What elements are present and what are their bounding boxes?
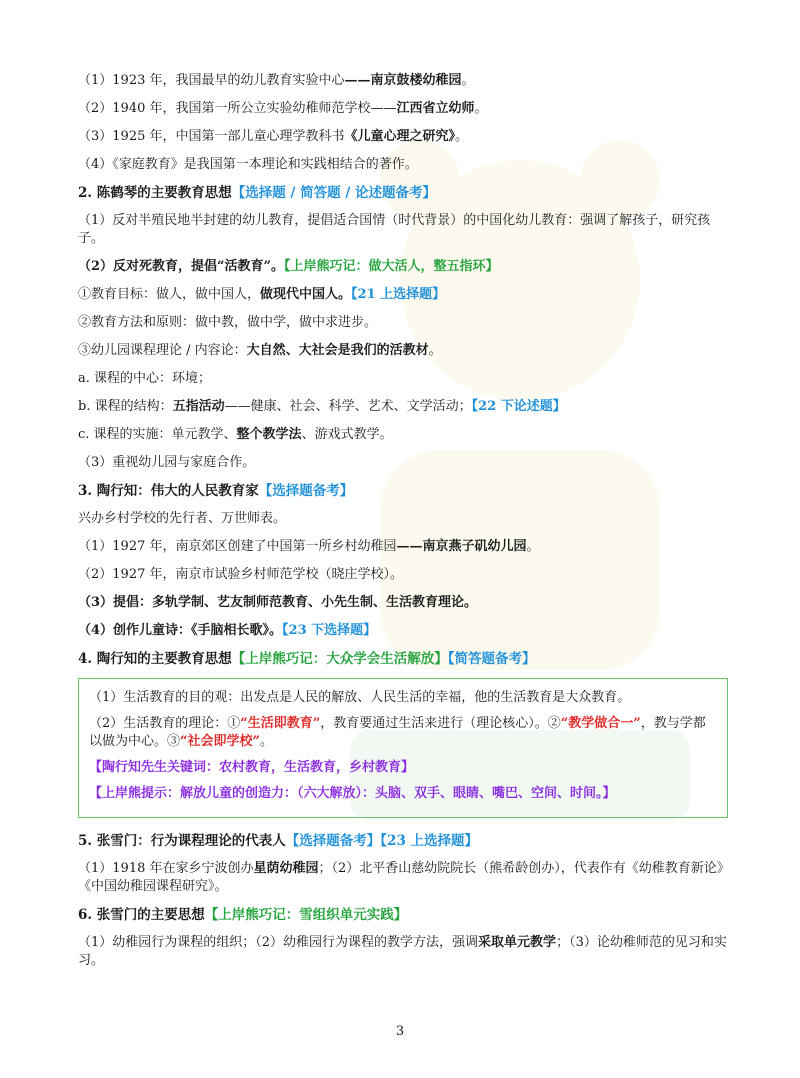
section-heading-5: 5. 张雪门：行为课程理论的代表人【选择题备考】【23 上选择题】 [78, 833, 479, 849]
tao-item-4: （4）创作儿童诗：《手脑相长歌》。【23 下选择题】 [78, 623, 377, 638]
chen-curriculum: ③幼儿园课程理论 / 内容论：大自然、大社会是我们的活教材。 [78, 343, 442, 358]
chen-method: ②教育方法和原则：做中教，做中学，做中求进步。 [78, 315, 378, 330]
page-number: 3 [395, 1024, 405, 1039]
zhang-thought-item: （1）幼稚园行为课程的组织；（2）幼稚园行为课程的教学方法，强调采取单元教学；（3）论幼稚师范的见习和实习。 [78, 935, 727, 968]
box-keywords: 【陶行知先生关键词：农村教育，生活教育，乡村教育】 [89, 760, 415, 775]
tao-item-3: （3）提倡：多轨学制、艺友制师范教育、小先生制、生活教育理论。 [78, 595, 478, 610]
section-heading-6: 6. 张雪门的主要思想【上岸熊巧记：雪组织单元实践】 [78, 907, 408, 923]
chen-curriculum-b: b. 课程的结构：五指活动——健康、社会、科学、艺术、文学活动；【22 下论述题】 [78, 399, 566, 414]
chen-item-1: （1）反对半殖民地半封建的幼儿教育，提倡适合国情（时代背景）的中国化幼儿教育：强调了解孩子，研究孩子。 [78, 213, 711, 246]
tao-intro: 兴办乡村学校的先行者、万世师表。 [78, 511, 287, 526]
tao-thought-box [78, 678, 728, 818]
chen-item-2: （2）反对死教育，提倡“活教育”。【上岸熊巧记：做大活人，整五指环】 [78, 259, 499, 274]
item-1940: （2）1940 年，我国第一所公立实验幼稚师范学校——江西省立幼师。 [78, 101, 488, 116]
chen-curriculum-a: a. 课程的中心：环境； [78, 371, 212, 386]
section-heading-4: 4. 陶行知的主要教育思想【上岸熊巧记：大众学会生活解放】【简答题备考】 [78, 651, 536, 667]
item-1925: （3）1925 年，中国第一部儿童心理学教科书《儿童心理之研究》。 [78, 129, 469, 144]
chen-goal: ①教育目标：做人，做中国人，做现代中国人。【21 上选择题】 [78, 287, 446, 302]
zhang-item: （1）1918 年在家乡宁波创办星荫幼稚园；（2）北平香山慈幼院院长（熊希龄创办），代表作有《幼稚教育新论》《中国幼稚园课程研究》。 [78, 861, 724, 894]
item-1923: （1）1923 年，我国最早的幼儿教育实验中心——南京鼓楼幼稚园。 [78, 73, 475, 88]
tao-item-2: （2）1927 年，南京市试验乡村师范学校（晓庄学校）。 [78, 567, 403, 582]
section-heading-2: 2. 陈鹤琴的主要教育思想【选择题 / 简答题 / 论述题备考】 [78, 185, 436, 201]
box-line-1: （1）生活教育的目的观：出发点是人民的解放、人民生活的幸福，他的生活教育是大众教育。 [89, 690, 631, 705]
box-line-2: （2）生活教育的理论：①“生活即教育”，教育要通过生活来进行（理论核心）。②“教学做合一”，教与学都以做为中心。③“社会即学校”。 [89, 716, 706, 749]
chen-curriculum-c: c. 课程的实施：单元教学、整个教学法、游戏式教学。 [78, 427, 393, 442]
chen-item-3: （3）重视幼儿园与家庭合作。 [78, 455, 256, 470]
item-family-education: （4）《家庭教育》是我国第一本理论和实践相结合的著作。 [78, 157, 418, 172]
tao-item-1: （1）1927 年，南京郊区创建了中国第一所乡村幼稚园——南京燕子矶幼儿园。 [78, 539, 540, 554]
box-tip: 【上岸熊提示：解放儿童的创造力：（六大解放）：头脑、双手、眼睛、嘴巴、空间、时间。】 [89, 786, 616, 801]
page-content [78, 72, 728, 980]
section-heading-3: 3. 陶行知：伟大的人民教育家【选择题备考】 [78, 483, 354, 499]
